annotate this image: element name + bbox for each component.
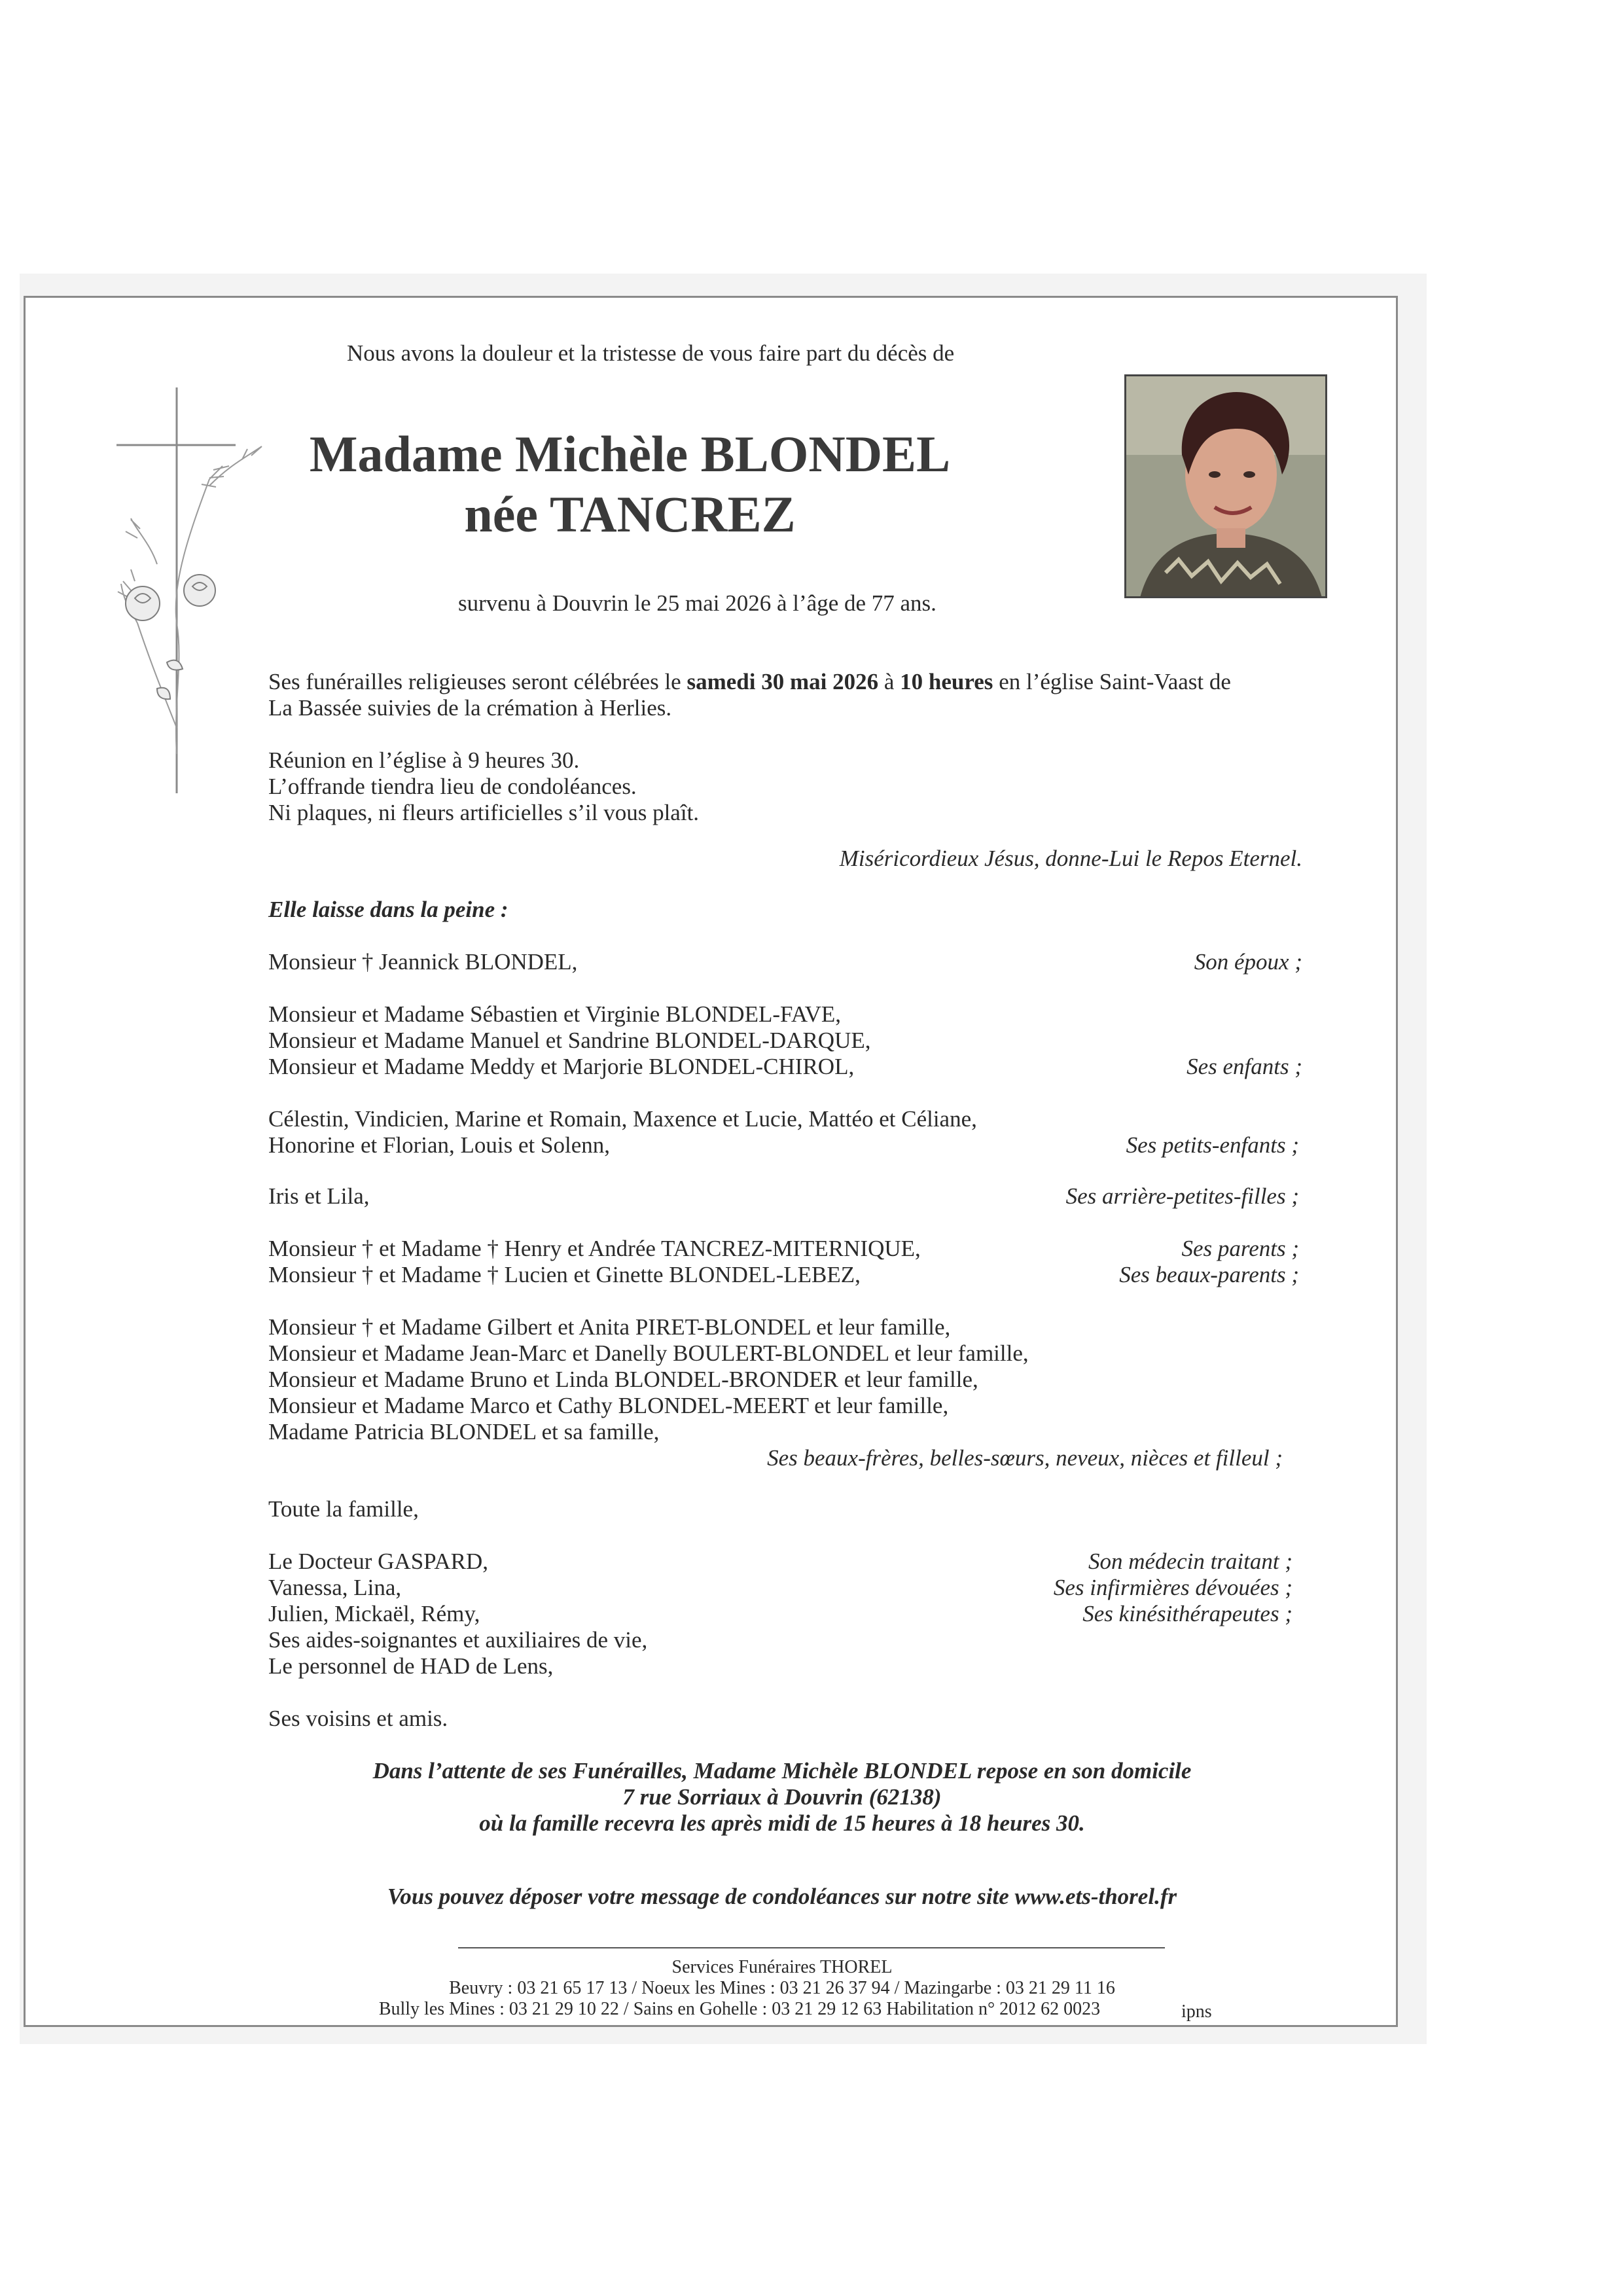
condolences-message: Vous pouvez déposer votre message de condoléances sur notre site www.ets-thorel.fr	[387, 1884, 1177, 1909]
funeral-text-a: Ses funérailles religieuses seront célébrées le	[268, 669, 687, 694]
parents-name: Monsieur † et Madame † Henry et Andrée TANCREZ-MITERNIQUE,	[268, 1236, 921, 1261]
funeral-line1	[268, 669, 1231, 695]
in-laws-name: Monsieur † et Madame † Lucien et Ginette BLONDEL-LEBEZ,	[268, 1262, 861, 1287]
funeral-line2: La Bassée suivies de la crémation à Herlies.	[268, 695, 672, 721]
funeral-date: samedi 30 mai 2026	[687, 669, 879, 694]
footer-company: Services Funéraires THOREL	[671, 1957, 893, 1977]
repose-line1: Dans l’attente de ses Funérailles, Madame Michèle BLONDEL repose en son domicile	[372, 1758, 1192, 1784]
parents-role: Ses parents ;	[1181, 1236, 1299, 1261]
repose-address: 7 rue Sorriaux à Douvrin (62138)	[622, 1784, 942, 1810]
child-name: Monsieur et Madame Sébastien et Virginie BLONDEL-FAVE,	[268, 1001, 842, 1027]
great-grandchildren-role: Ses arrière-petites-filles ;	[1065, 1183, 1299, 1209]
grandchildren-role: Ses petits-enfants ;	[1126, 1132, 1299, 1158]
children-role: Ses enfants ;	[1186, 1054, 1302, 1079]
death-notice: survenu à Douvrin le 25 mai 2026 à l’âge de 77 ans.	[458, 590, 936, 616]
no-plaques-note: Ni plaques, ni fleurs artificielles s’il vous plaît.	[268, 800, 700, 825]
sibling-name: Monsieur et Madame Marco et Cathy BLONDEL-MEERT et leur famille,	[268, 1393, 949, 1418]
carer-role: Ses infirmières dévouées ;	[1053, 1575, 1293, 1600]
deceased-name-line2: née TANCREZ	[464, 486, 796, 543]
offering-note: L’offrande tiendra lieu de condoléances.	[268, 774, 637, 799]
carer-role: Son médecin traitant ;	[1088, 1549, 1293, 1574]
spouse-name: Monsieur † Jeannick BLONDEL,	[268, 949, 578, 975]
sibling-name: Monsieur et Madame Jean-Marc et Danelly BOULERT-BLONDEL et leur famille,	[268, 1340, 1029, 1366]
sibling-name: Monsieur † et Madame Gilbert et Anita PIRET-BLONDEL et leur famille,	[268, 1314, 951, 1340]
sibling-name: Madame Patricia BLONDEL et sa famille,	[268, 1419, 660, 1444]
neighbours: Ses voisins et amis.	[268, 1706, 448, 1731]
grandchildren-name: Célestin, Vindicien, Marine et Romain, Maxence et Lucie, Mattéo et Céliane,	[268, 1106, 977, 1132]
spouse-role: Son époux ;	[1194, 949, 1302, 975]
deceased-name	[0, 424, 1623, 545]
footer-phones-line2: Bully les Mines : 03 21 29 10 22 / Sains en Gohelle : 03 21 29 12 63 Habilitation n° 2012 62 0023	[378, 1999, 1101, 2019]
mourners-heading: Elle laisse dans la peine :	[268, 897, 508, 922]
repose-hours: où la famille recevra les après midi de 15 heures à 18 heures 30.	[479, 1810, 1085, 1836]
funeral-text-b: à	[878, 669, 901, 694]
great-grandchildren-name: Iris et Lila,	[268, 1183, 370, 1209]
child-name: Monsieur et Madame Manuel et Sandrine BLONDEL-DARQUE,	[268, 1028, 871, 1053]
prayer: Miséricordieux Jésus, donne-Lui le Repos Eternel.	[839, 846, 1302, 871]
carer-name: Le personnel de HAD de Lens,	[268, 1653, 554, 1679]
in-laws-role: Ses beaux-parents ;	[1119, 1262, 1299, 1287]
siblings-role: Ses beaux-frères, belles-sœurs, neveux, nièces et filleul ;	[767, 1445, 1283, 1471]
carer-role: Ses kinésithérapeutes ;	[1082, 1601, 1293, 1626]
meeting-time: Réunion en l’église à 9 heures 30.	[268, 747, 580, 773]
sibling-name: Monsieur et Madame Bruno et Linda BLONDEL-BRONDER et leur famille,	[268, 1367, 978, 1392]
carer-name: Ses aides-soignantes et auxiliaires de vie,	[268, 1627, 648, 1653]
child-name: Monsieur et Madame Meddy et Marjorie BLONDEL-CHIROL,	[268, 1054, 855, 1079]
funeral-text-c: en l’église Saint-Vaast de	[993, 669, 1231, 694]
whole-family: Toute la famille,	[268, 1496, 419, 1522]
footer-mark: ipns	[1181, 2001, 1212, 2022]
carer-name: Le Docteur GASPARD,	[268, 1549, 489, 1574]
funeral-time: 10 heures	[900, 669, 993, 694]
footer-divider	[458, 1947, 1165, 1948]
grandchildren-name: Honorine et Florian, Louis et Solenn,	[268, 1132, 611, 1158]
carer-name: Vanessa, Lina,	[268, 1575, 402, 1600]
intro-text: Nous avons la douleur et la tristesse de vous faire part du décès de	[347, 340, 955, 366]
deceased-name-line1: Madame Michèle BLONDEL	[309, 425, 951, 482]
footer-phones-line1: Beuvry : 03 21 65 17 13 / Noeux les Mines : 03 21 26 37 94 / Mazingarbe : 03 21 29 11 16	[449, 1978, 1115, 1998]
carer-name: Julien, Mickaël, Rémy,	[268, 1601, 480, 1626]
